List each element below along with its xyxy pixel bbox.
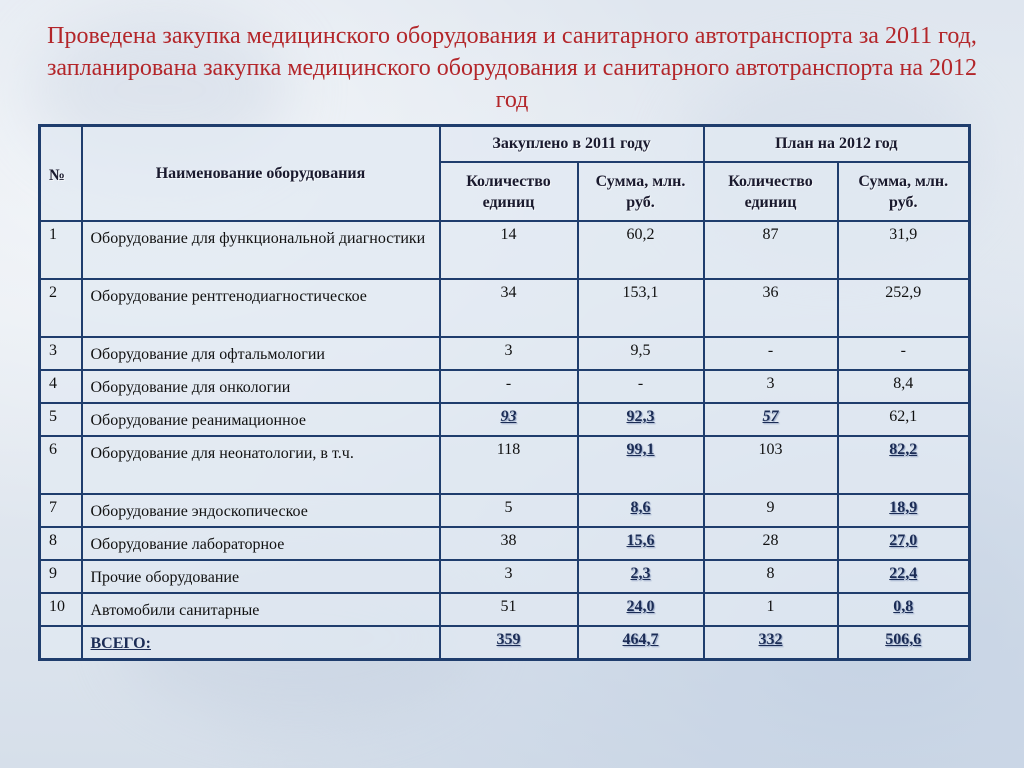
row-num: 1: [40, 221, 82, 279]
row-qty-2011: 38: [440, 527, 578, 560]
table-row: [40, 494, 970, 527]
row-sum-2011: 9,5: [578, 337, 704, 370]
equipment-table: [38, 124, 971, 661]
table-row: [40, 560, 970, 593]
row-name: Оборудование для онкологии: [82, 370, 440, 403]
table-row: [40, 403, 970, 436]
row-sum-2012: [838, 560, 970, 593]
highlighted-value: 359: [496, 631, 521, 648]
slide-title: Проведена закупка медицинского оборудования и санитарного автотранспорта за 2011 год, запланирована закупка медицинского оборудования и санитарного автотранспорта на 2012 год: [46, 23, 978, 113]
highlighted-value: 93: [500, 408, 517, 425]
row-num: 6: [40, 436, 82, 494]
row-sum-2011: [578, 403, 704, 436]
total-qty-2011: [440, 626, 578, 660]
row-qty-2011: 14: [440, 221, 578, 279]
row-sum-2012: 31,9: [838, 221, 970, 279]
highlighted-value: 57: [762, 408, 779, 425]
total-sum-2012: [838, 626, 970, 660]
row-num: 5: [40, 403, 82, 436]
row-qty-2012: 9: [704, 494, 838, 527]
row-sum-2012: 8,4: [838, 370, 970, 403]
table-row: [40, 527, 970, 560]
row-name: Оборудование для функциональной диагностики: [82, 221, 440, 279]
highlighted-value: 8,6: [630, 499, 651, 516]
row-qty-2012: 8: [704, 560, 838, 593]
table-row: [40, 221, 970, 279]
row-qty-2012: 36: [704, 279, 838, 337]
row-qty-2012: 3: [704, 370, 838, 403]
row-name: Оборудование для неонатологии, в т.ч.: [82, 436, 440, 494]
row-qty-2011: 5: [440, 494, 578, 527]
header-num: №: [40, 126, 82, 222]
total-qty-2012: [704, 626, 838, 660]
row-name: Оборудование эндоскопическое: [82, 494, 440, 527]
row-qty-2012: -: [704, 337, 838, 370]
row-num: 8: [40, 527, 82, 560]
highlighted-value: 18,9: [889, 499, 918, 516]
row-sum-2011: [578, 560, 704, 593]
row-num: 10: [40, 593, 82, 626]
row-name: Автомобили санитарные: [82, 593, 440, 626]
row-qty-2011: -: [440, 370, 578, 403]
table-row: [40, 593, 970, 626]
table-row: [40, 436, 970, 494]
highlighted-value: 82,2: [889, 441, 918, 458]
header-name: Наименование оборудования: [82, 126, 440, 222]
table-header: [40, 126, 970, 222]
highlighted-value: 506,6: [885, 631, 922, 648]
highlighted-value: 332: [758, 631, 783, 648]
row-qty-2011: 51: [440, 593, 578, 626]
row-qty-2012: 103: [704, 436, 838, 494]
row-qty-2012: 28: [704, 527, 838, 560]
header-qty-2011: Количество единиц: [440, 162, 578, 221]
row-qty-2011: [440, 403, 578, 436]
row-sum-2012: 252,9: [838, 279, 970, 337]
row-sum-2012: [838, 527, 970, 560]
row-name: Прочие оборудование: [82, 560, 440, 593]
row-name: Оборудование реанимационное: [82, 403, 440, 436]
row-qty-2011: 3: [440, 560, 578, 593]
row-qty-2011: 3: [440, 337, 578, 370]
row-name: Оборудование лабораторное: [82, 527, 440, 560]
row-qty-2012: 1: [704, 593, 838, 626]
header-sum-2012: Сумма, млн. руб.: [838, 162, 970, 221]
highlighted-value: 24,0: [626, 598, 655, 615]
header-qty-2012: Количество единиц: [704, 162, 838, 221]
row-sum-2011: [578, 527, 704, 560]
highlighted-value: 92,3: [626, 408, 655, 425]
highlighted-value: 15,6: [626, 532, 655, 549]
table-row: [40, 279, 970, 337]
header-group-2011: Закуплено в 2011 году: [440, 126, 704, 163]
highlighted-value: 2,3: [630, 565, 651, 582]
highlighted-value: 22,4: [889, 565, 918, 582]
row-num: 7: [40, 494, 82, 527]
row-name: Оборудование для офтальмологии: [82, 337, 440, 370]
row-qty-2012: [704, 403, 838, 436]
row-num: 3: [40, 337, 82, 370]
highlighted-value: 99,1: [626, 441, 655, 458]
row-sum-2012: [838, 593, 970, 626]
highlighted-value: 464,7: [622, 631, 659, 648]
total-row: [40, 626, 970, 660]
header-group-2012: План на 2012 год: [704, 126, 970, 163]
row-qty-2011: 118: [440, 436, 578, 494]
row-sum-2012: 62,1: [838, 403, 970, 436]
row-num: 9: [40, 560, 82, 593]
row-name: Оборудование рентгенодиагностическое: [82, 279, 440, 337]
row-num: 4: [40, 370, 82, 403]
table-row: [40, 370, 970, 403]
total-label-cell: [82, 626, 440, 660]
highlighted-value: 0,8: [893, 598, 914, 615]
table-body: [40, 221, 970, 660]
total-label: ВСЕГО:: [90, 635, 151, 652]
total-num: [40, 626, 82, 660]
row-sum-2011: [578, 494, 704, 527]
row-sum-2011: 153,1: [578, 279, 704, 337]
row-sum-2012: [838, 436, 970, 494]
total-sum-2011: [578, 626, 704, 660]
row-sum-2011: 60,2: [578, 221, 704, 279]
row-sum-2012: [838, 494, 970, 527]
row-sum-2011: -: [578, 370, 704, 403]
row-sum-2011: [578, 593, 704, 626]
header-sum-2011: Сумма, млн. руб.: [578, 162, 704, 221]
table-row: [40, 337, 970, 370]
highlighted-value: 27,0: [889, 532, 918, 549]
row-num: 2: [40, 279, 82, 337]
row-sum-2011: [578, 436, 704, 494]
row-qty-2012: 87: [704, 221, 838, 279]
row-qty-2011: 34: [440, 279, 578, 337]
row-sum-2012: -: [838, 337, 970, 370]
